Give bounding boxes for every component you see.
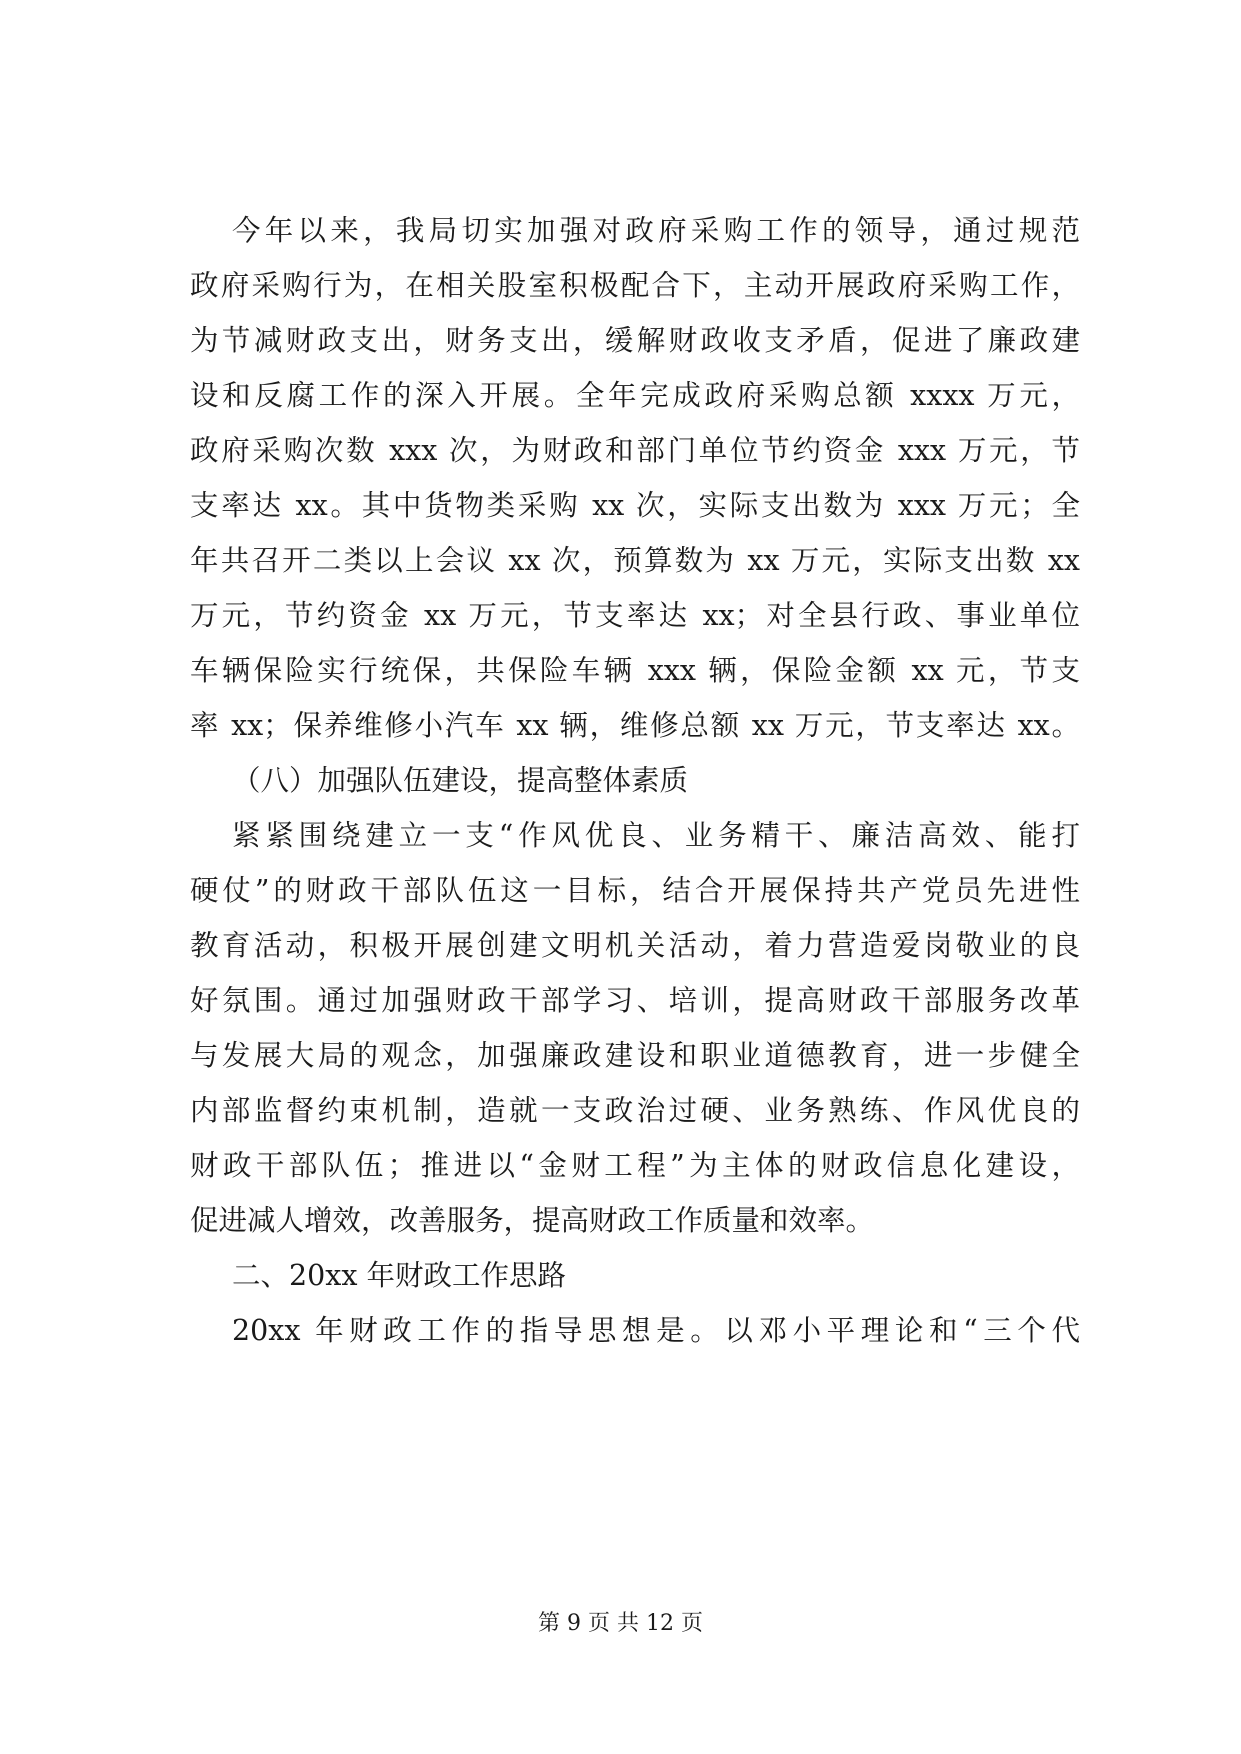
paragraph-line: 教育活动，积极开展创建文明机关活动，着力营造爱岗敬业的良 [190, 929, 1080, 962]
paragraph-line: 政府采购次数 xxx 次，为财政和部门单位节约资金 xxx 万元，节 [190, 434, 1080, 467]
paragraph-line: 内部监督约束机制，造就一支政治过硬、业务熟练、作风优良的 [190, 1094, 1080, 1127]
paragraph-line: 支率达 xx。其中货物类采购 xx 次，实际支出数为 xxx 万元；全 [190, 489, 1080, 522]
section-heading: （八）加强队伍建设，提高整体素质 [232, 764, 689, 797]
paragraph-line: 20xx 年财政工作的指导思想是。以邓小平理论和“三个代 [232, 1314, 1080, 1347]
paragraph-line: 硬仗”的财政干部队伍这一目标，结合开展保持共产党员先进性 [190, 874, 1080, 907]
paragraph-line: 好氛围。通过加强财政干部学习、培训，提高财政干部服务改革 [190, 984, 1080, 1017]
paragraph-line: 紧紧围绕建立一支“作风优良、业务精干、廉洁高效、能打 [232, 819, 1080, 852]
paragraph-line: 万元，节约资金 xx 万元，节支率达 xx；对全县行政、事业单位 [190, 599, 1080, 632]
paragraph-line: 与发展大局的观念，加强廉政建设和职业道德教育，进一步健全 [190, 1039, 1080, 1072]
paragraph-line: 今年以来，我局切实加强对政府采购工作的领导，通过规范 [232, 214, 1080, 247]
paragraph-line: 促进减人增效，改善服务，提高财政工作质量和效率。 [190, 1204, 875, 1237]
paragraph-line: 财政干部队伍；推进以“金财工程”为主体的财政信息化建设， [190, 1149, 1080, 1182]
section-heading: 二、20xx 年财政工作思路 [232, 1259, 566, 1292]
paragraph-line: 年共召开二类以上会议 xx 次，预算数为 xx 万元，实际支出数 xx [190, 544, 1080, 577]
page-footer: 第 9 页 共 12 页 [538, 1611, 703, 1636]
paragraph-line: 为节减财政支出，财务支出，缓解财政收支矛盾，促进了廉政建 [190, 324, 1080, 357]
paragraph-line: 设和反腐工作的深入开展。全年完成政府采购总额 xxxx 万元， [190, 379, 1080, 412]
paragraph-line: 车辆保险实行统保，共保险车辆 xxx 辆，保险金额 xx 元，节支 [190, 654, 1080, 687]
paragraph-line: 政府采购行为，在相关股室积极配合下，主动开展政府采购工作， [190, 269, 1080, 302]
paragraph-line: 率 xx；保养维修小汽车 xx 辆，维修总额 xx 万元，节支率达 xx。 [190, 709, 1080, 742]
